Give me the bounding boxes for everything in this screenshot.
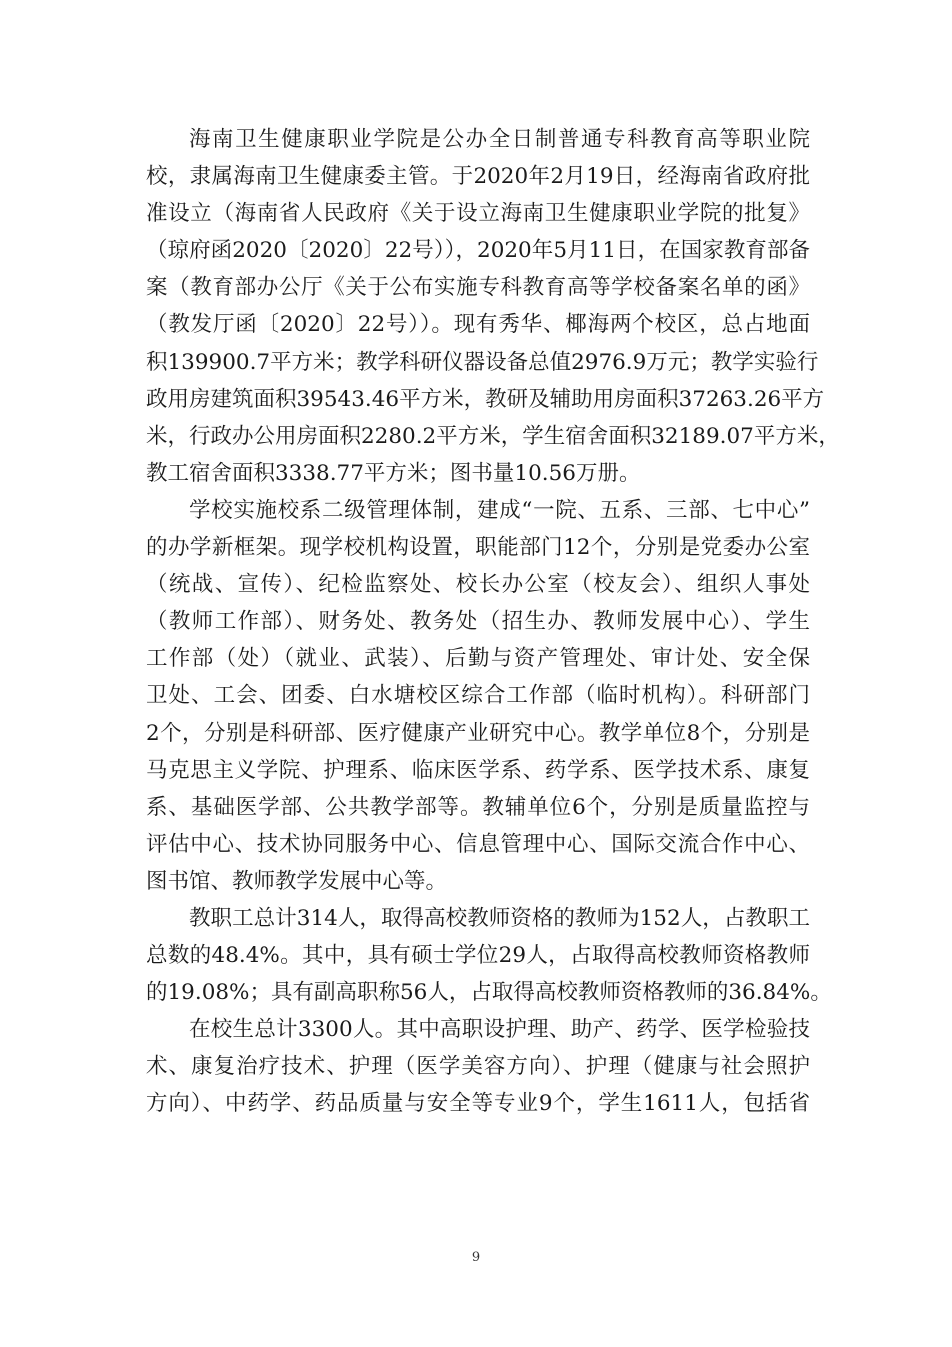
text-line: 工作部（处）（就业、武装）、后勤与资产管理处、审计处、安全保 <box>146 646 810 672</box>
text-line: 教工宿舍面积3338.77平方米；图书量10.56万册。 <box>146 460 641 486</box>
text-line: 卫处、工会、团委、白水塘校区综合工作部（临时机构）。科研部门 <box>146 683 810 709</box>
body-text <box>146 121 840 1123</box>
text-line: 准设立（海南省人民政府《关于设立海南卫生健康职业学院的批复》 <box>146 201 810 227</box>
text-line: （统战、宣传）、纪检监察处、校长办公室（校友会）、组织人事处 <box>146 572 810 598</box>
text-line: 总数的48.4%。其中，具有硕士学位29人，占取得高校教师资格教师 <box>146 943 810 969</box>
text-line: 校，隶属海南卫生健康委主管。于2020年2月19日，经海南省政府批 <box>146 164 810 190</box>
text-line: （教发厅函〔2020〕22号））。现有秀华、椰海两个校区，总占地面 <box>146 312 810 338</box>
text-line: 的19.08%；具有副高职称56人，占取得高校教师资格教师的36.84%。 <box>146 980 832 1006</box>
text-line: 方向）、中药学、药品质量与安全等专业9个，学生1611人，包括省 <box>146 1091 810 1117</box>
text-line: 海南卫生健康职业学院是公办全日制普通专科教育高等职业院 <box>189 127 810 152</box>
page-number: 9 <box>471 1250 481 1265</box>
text-line: 在校生总计3300人。其中高职设护理、助产、药学、医学检验技 <box>189 1017 810 1043</box>
text-line: 积139900.7平方米；教学科研仪器设备总值2976.9万元；教学实验行 <box>146 349 819 375</box>
text-line: （琼府函2020〔2020〕22号）），2020年5月11日，在国家教育部备 <box>146 238 810 264</box>
text-line: 米，行政办公用房面积2280.2平方米，学生宿舍面积32189.07平方米， <box>146 423 840 449</box>
text-line: 2个，分别是科研部、医疗健康产业研究中心。教学单位8个，分别是 <box>146 720 810 746</box>
text-line: （教师工作部）、财务处、教务处（招生办、教师发展中心）、学生 <box>146 609 810 635</box>
text-line: 政用房建筑面积39543.46平方米，教研及辅助用房面积37263.26平方 <box>146 386 825 412</box>
text-line: 图书馆、教师教学发展中心等。 <box>146 868 448 894</box>
text-line: 的办学新框架。现学校机构设置，职能部门12个，分别是党委办公室 <box>146 535 810 561</box>
text-line: 教职工总计314人，取得高校教师资格的教师为152人，占教职工 <box>189 905 810 931</box>
text-line: 术、康复治疗技术、护理（医学美容方向）、护理（健康与社会照护 <box>146 1054 810 1080</box>
text-line: 评估中心、技术协同服务中心、信息管理中心、国际交流合作中心、 <box>146 831 810 857</box>
text-line: 案（教育部办公厅《关于公布实施专科教育高等学校备案名单的函》 <box>146 275 810 301</box>
text-line: 学校实施校系二级管理体制，建成“一院、五系、三部、七中心” <box>189 497 810 523</box>
text-line: 马克思主义学院、护理系、临床医学系、药学系、医学技术系、康复 <box>146 757 810 783</box>
text-line: 系、基础医学部、公共教学部等。教辅单位6个，分别是质量监控与 <box>146 794 810 820</box>
